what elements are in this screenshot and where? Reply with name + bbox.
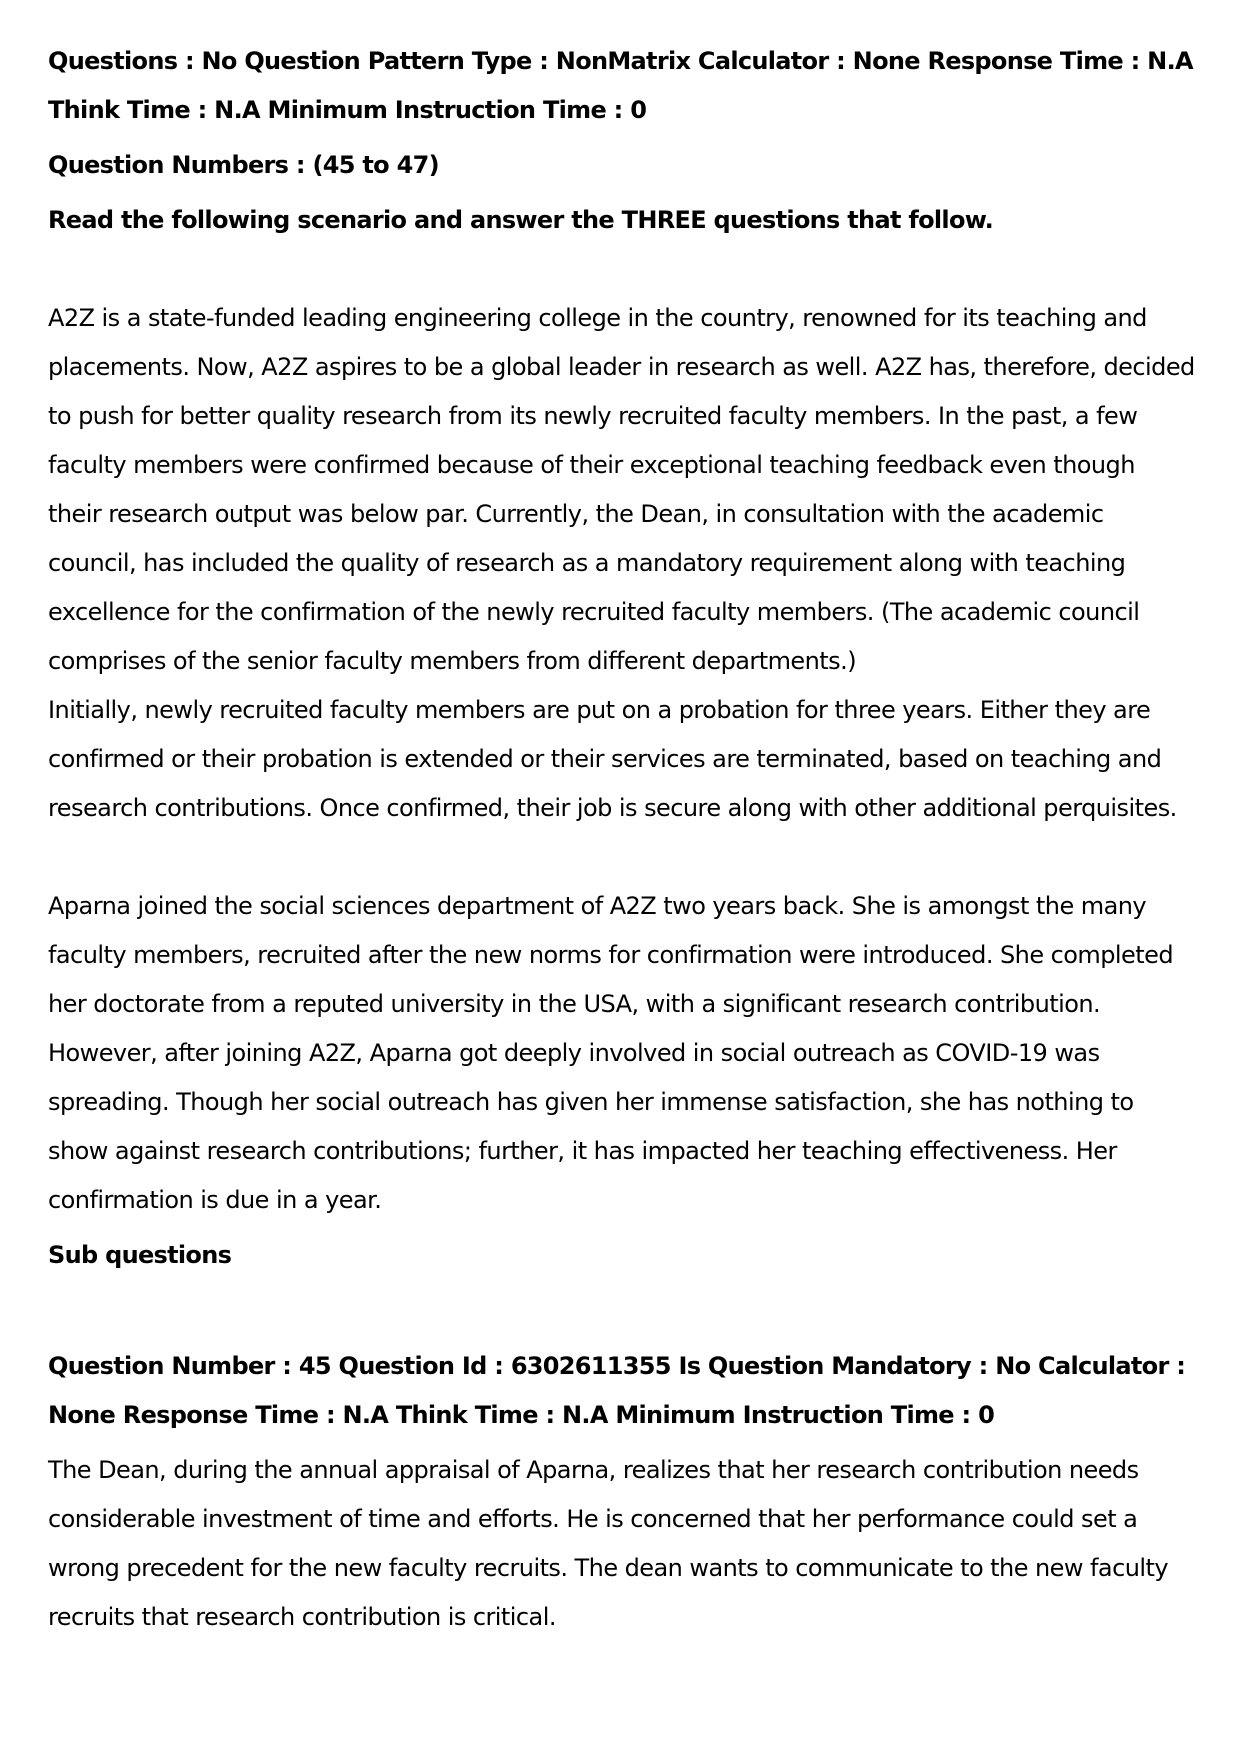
- paragraph-line: confirmed or their probation is extended or their services are terminated, based on teaching and: [48, 745, 1162, 773]
- question-45: [48, 1342, 1200, 1642]
- paragraph-line: to push for better quality research from its newly recruited faculty members. In the past, a few: [48, 402, 1138, 430]
- paragraph-line: faculty members were confirmed because of their exceptional teaching feedback even though: [48, 451, 1135, 479]
- question-body-line: The Dean, during the annual appraisal of Aparna, realizes that her research contribution needs: [48, 1456, 1139, 1484]
- question-meta-line: Question Number : 45 Question Id : 6302611355 Is Question Mandatory : No Calculator :: [48, 1352, 1186, 1380]
- paragraph-line: council, has included the quality of research as a mandatory requirement along with teaching: [48, 549, 1126, 577]
- paragraph-line: Aparna joined the social sciences department of A2Z two years back. She is amongst the many: [48, 892, 1147, 920]
- paragraph-line: research contributions. Once confirmed, their job is secure along with other additional perquisites.: [48, 794, 1177, 822]
- paragraph-line: confirmation is due in a year.: [48, 1186, 382, 1214]
- paragraph-line: show against research contributions; further, it has impacted her teaching effectiveness. Her: [48, 1137, 1117, 1165]
- paragraph-line: However, after joining A2Z, Aparna got deeply involved in social outreach as COVID-19 was: [48, 1039, 1100, 1067]
- question-meta-line: None Response Time : N.A Think Time : N.A Minimum Instruction Time : 0: [48, 1401, 995, 1429]
- question-meta-line: Questions : No Question Pattern Type : NonMatrix Calculator : None Response Time : N.A: [48, 47, 1193, 75]
- question-numbers: Question Numbers : (45 to 47): [48, 151, 439, 179]
- paragraph-line: excellence for the confirmation of the newly recruited faculty members. (The academic council: [48, 598, 1140, 626]
- paragraph-line: spreading. Though her social outreach has given her immense satisfaction, she has nothing to: [48, 1088, 1134, 1116]
- paragraph-line: faculty members, recruited after the new norms for confirmation were introduced. She completed: [48, 941, 1174, 969]
- scenario-paragraph-2: [48, 882, 1200, 1225]
- paragraph-line: their research output was below par. Currently, the Dean, in consultation with the academic: [48, 500, 1104, 528]
- paragraph-line: comprises of the senior faculty members from different departments.): [48, 647, 857, 675]
- question-body-line: recruits that research contribution is critical.: [48, 1603, 556, 1631]
- question-body-line: wrong precedent for the new faculty recruits. The dean wants to communicate to the new faculty: [48, 1554, 1169, 1582]
- paragraph-line: placements. Now, A2Z aspires to be a global leader in research as well. A2Z has, therefore, decided: [48, 353, 1195, 381]
- paragraph-line: Initially, newly recruited faculty members are put on a probation for three years. Either they are: [48, 696, 1151, 724]
- scenario-paragraph-1: [48, 294, 1200, 833]
- question-meta-line: Think Time : N.A Minimum Instruction Time : 0: [48, 96, 647, 124]
- question-body-line: considerable investment of time and efforts. He is concerned that her performance could set a: [48, 1505, 1138, 1533]
- paragraph-line: her doctorate from a reputed university in the USA, with a significant research contribution.: [48, 990, 1101, 1018]
- scenario-instruction: Read the following scenario and answer the THREE questions that follow.: [48, 206, 994, 234]
- sub-questions-heading: Sub questions: [48, 1241, 232, 1269]
- paragraph-line: A2Z is a state-funded leading engineering college in the country, renowned for its teaching and: [48, 304, 1147, 332]
